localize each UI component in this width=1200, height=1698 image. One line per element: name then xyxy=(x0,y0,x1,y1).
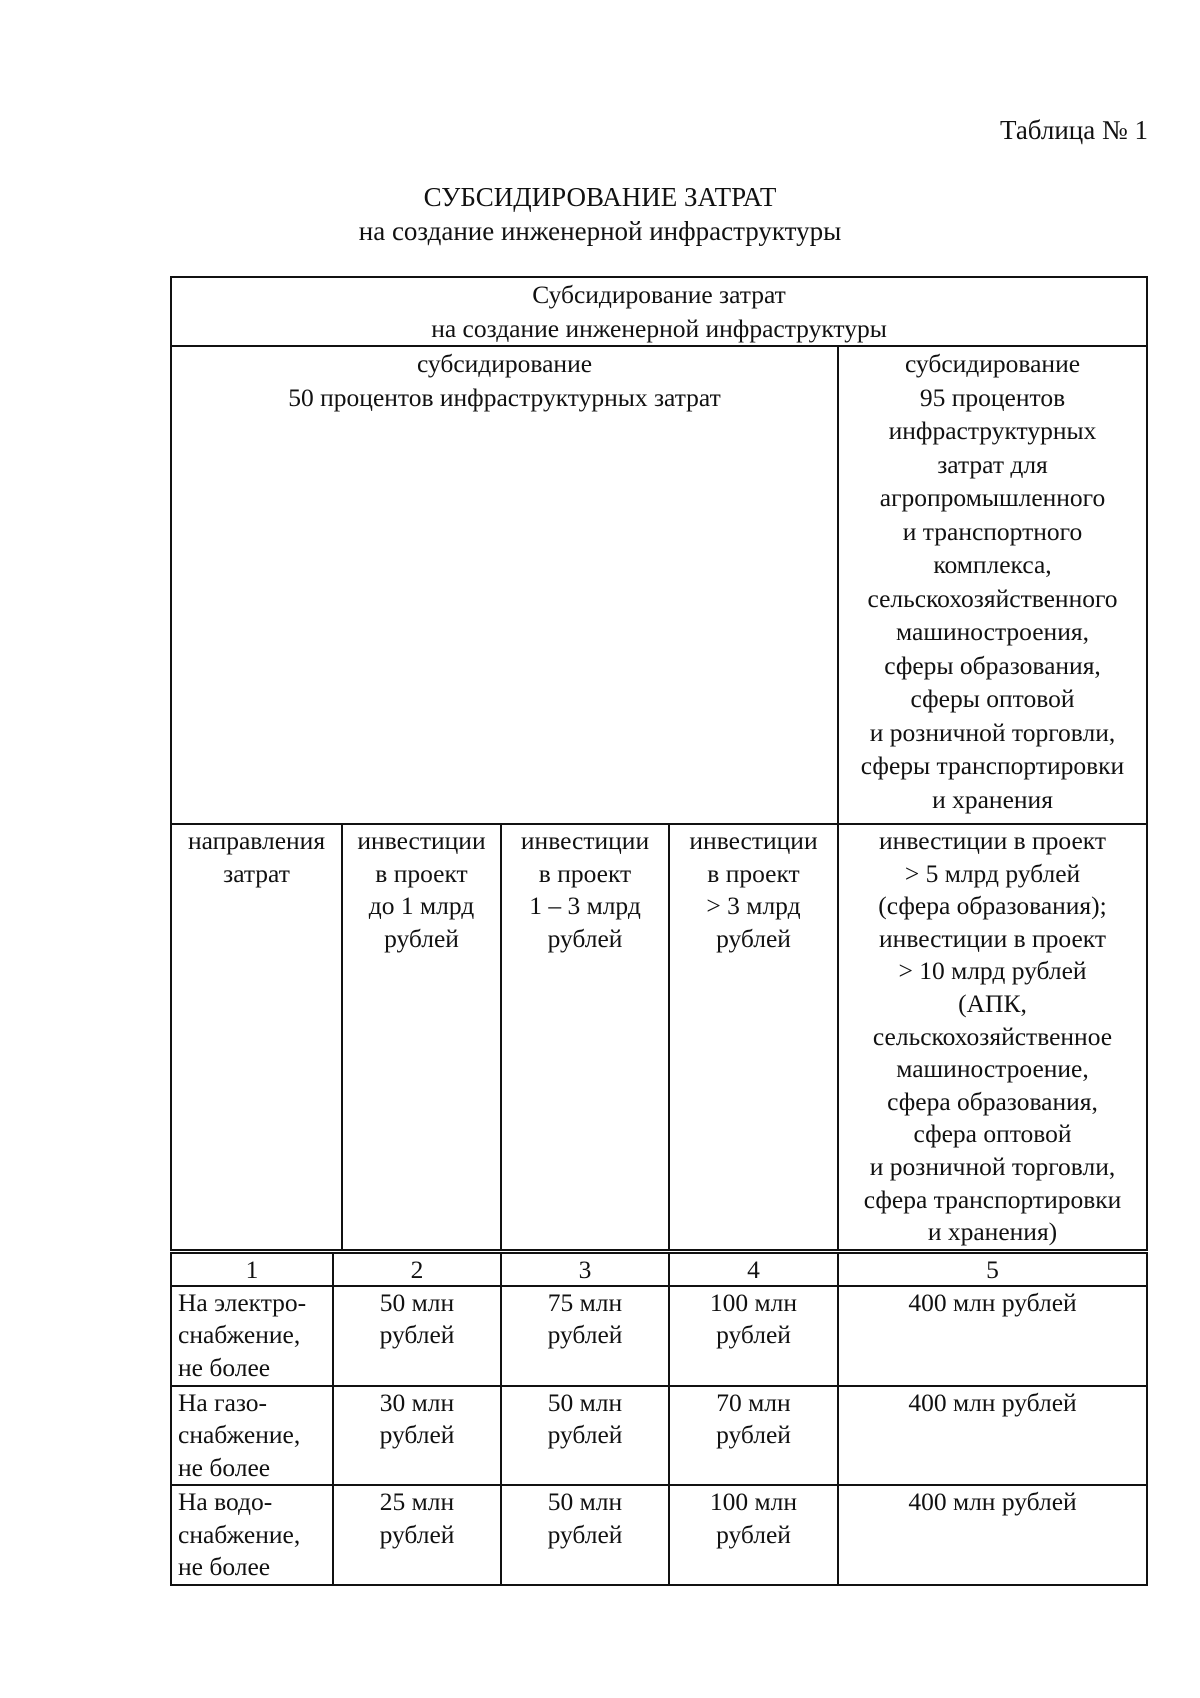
cell-value: 70 млн рублей xyxy=(669,1386,838,1486)
row-label-electricity: На электро- снабжение, не более xyxy=(171,1286,333,1386)
column-number-5: 5 xyxy=(838,1251,1147,1286)
column-header-5: инвестиции в проект > 5 млрд рублей (сфера образования); инвестиции в проект > 10 млрд рублей (АПК, сельскохозяйственное машиностроение, сфера образования, сфера оптовой и розничной торговли, сфера транспортировки и хранения) xyxy=(838,824,1147,1250)
table-top-header: Субсидирование затрат на создание инженерной инфраструктуры xyxy=(171,277,1147,346)
subsidy-table xyxy=(170,276,1146,1586)
column-number-3: 3 xyxy=(501,1251,669,1286)
table-body-block xyxy=(170,1249,1148,1586)
column-header-4: инвестиции в проект > 3 млрд рублей xyxy=(669,824,838,1250)
table-number: Таблица № 1 xyxy=(1000,115,1148,145)
column-header-1: направления затрат xyxy=(171,824,342,1250)
row-label-gas: На газо- снабжение, не более xyxy=(171,1386,333,1486)
cell-value: 25 млн рублей xyxy=(333,1485,501,1585)
cell-value: 400 млн рублей xyxy=(838,1485,1147,1585)
table-row xyxy=(171,1386,1147,1486)
cell-value: 50 млн рублей xyxy=(501,1485,669,1585)
cell-value: 50 млн рублей xyxy=(501,1386,669,1486)
column-number-4: 4 xyxy=(669,1251,838,1286)
group-header-95-percent: субсидирование 95 процентов инфраструктурных затрат для агропромышленного и транспортного комплекса, сельскохозяйственного машиностроения, сферы образования, сферы оптовой и розничной торговли, сферы транспортировки и хранения xyxy=(838,346,1147,824)
table-header-block xyxy=(170,276,1148,1251)
column-number-1: 1 xyxy=(171,1251,333,1286)
title-line-2: на создание инженерной инфраструктуры xyxy=(358,216,842,246)
title-line-1: СУБСИДИРОВАНИЕ ЗАТРАТ xyxy=(423,182,777,212)
cell-value: 75 млн рублей xyxy=(501,1286,669,1386)
cell-value: 50 млн рублей xyxy=(333,1286,501,1386)
cell-value: 100 млн рублей xyxy=(669,1485,838,1585)
column-header-3: инвестиции в проект 1 – 3 млрд рублей xyxy=(501,824,669,1250)
cell-value: 400 млн рублей xyxy=(838,1386,1147,1486)
column-number-2: 2 xyxy=(333,1251,501,1286)
cell-value: 100 млн рублей xyxy=(669,1286,838,1386)
column-header-2: инвестиции в проект до 1 млрд рублей xyxy=(342,824,501,1250)
group-header-50-percent: субсидирование 50 процентов инфраструктурных затрат xyxy=(171,346,838,824)
row-label-water: На водо- снабжение, не более xyxy=(171,1485,333,1585)
cell-value: 400 млн рублей xyxy=(838,1286,1147,1386)
table-row xyxy=(171,1485,1147,1585)
document-title xyxy=(0,180,1200,248)
cell-value: 30 млн рублей xyxy=(333,1386,501,1486)
table-row xyxy=(171,1286,1147,1386)
